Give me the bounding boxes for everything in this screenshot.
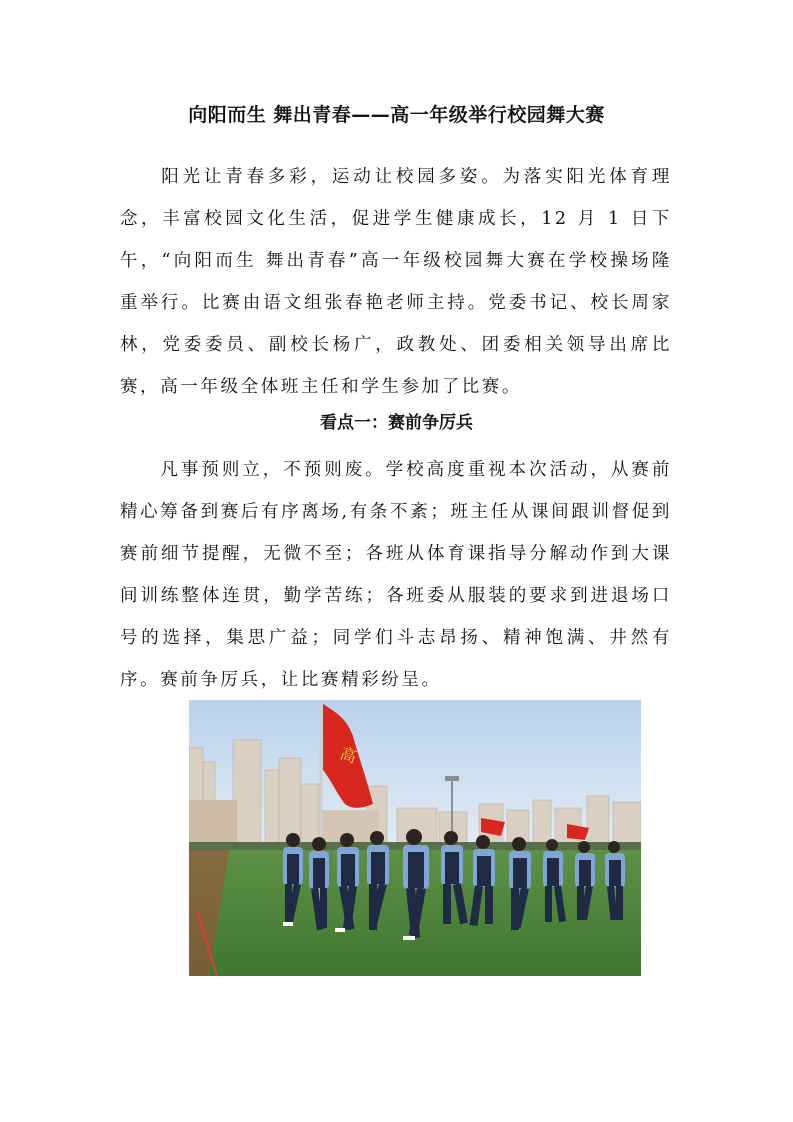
article-paragraph-1 (120, 156, 672, 408)
section-heading: 看点一：赛前争厉兵 (320, 413, 473, 433)
paragraph-1-text: 阳光让青春多彩，运动让校园多姿。为落实阳光体育理念，丰富校园文化生活，促进学生健康成长，12 月 1 日下午，“向阳而生 舞出青春”高一年级校园舞大赛在学校操场隆重举行。比赛由语文组张春艳老师主持。党委书记、校长周家林，党委委员、副校长杨广，政教处、团委相关领导出席比赛，高一年级全体班主任和学生参加了比赛。 (120, 167, 672, 397)
article-paragraph-2 (120, 449, 672, 701)
event-photo-illustration (189, 700, 641, 976)
article-title: 向阳而生 舞出青春——高一年级举行校园舞大赛 (188, 104, 605, 126)
flag-lettering: 高 (337, 743, 359, 767)
paragraph-2-text: 凡事预则立，不预则废。学校高度重视本次活动，从赛前精心筹备到赛后有序离场,有条不紊；班主任从课间跟训督促到赛前细节提醒，无微不至；各班从体育课指导分解动作到大课间训练整体连贯，勤学苦练；各班委从服装的要求到进退场口号的选择，集思广益；同学们斗志昂扬、精神饱满、井然有序。赛前争厉兵，让比赛精彩纷呈。 (120, 460, 672, 690)
event-photo (189, 700, 641, 976)
